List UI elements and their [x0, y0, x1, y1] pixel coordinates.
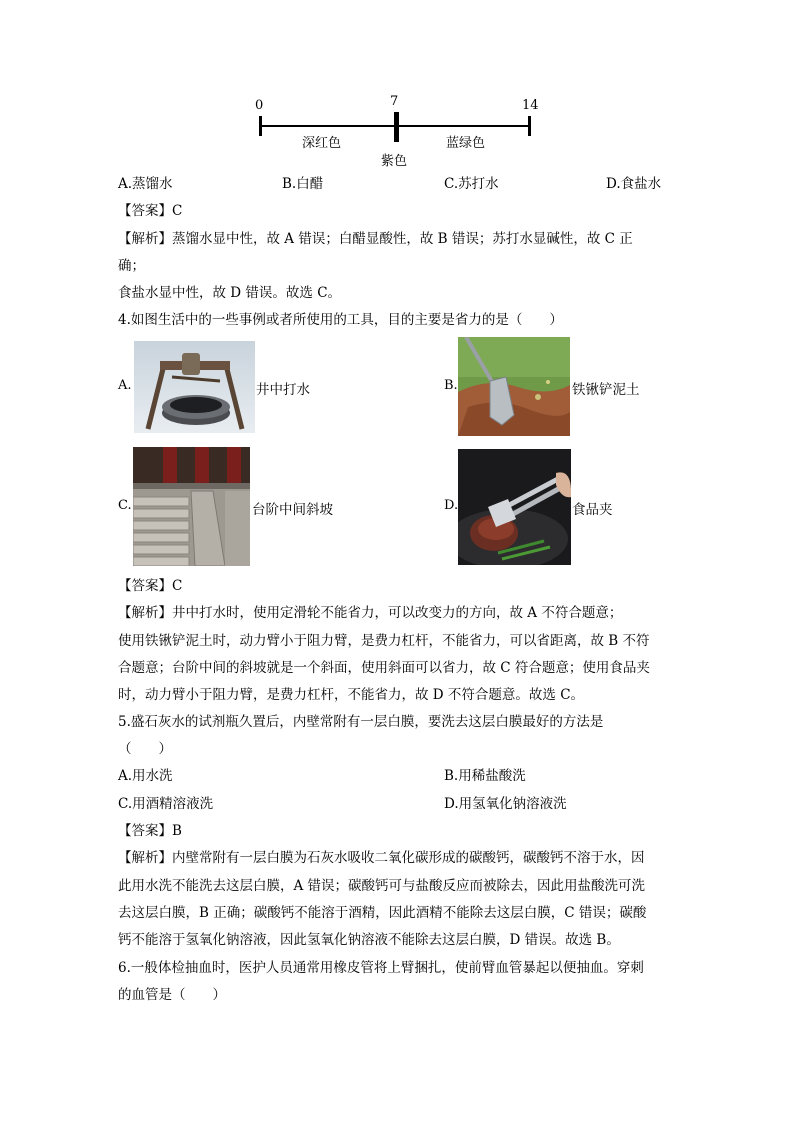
- well-photo: [134, 341, 255, 433]
- q4-option-d-caption: 食品夹: [572, 502, 613, 518]
- scale-label-middle: 紫色: [381, 154, 408, 169]
- q3-analysis-line-2: 确；: [118, 258, 145, 274]
- q5-analysis-line-4: 钙不能溶于氢氧化钠溶液，因此氢氧化钠溶液不能除去这层白膜，D 错误。故选 B。: [118, 932, 620, 948]
- q6-stem-line-2: 的血管是（ ）: [118, 987, 226, 1003]
- q5-answer: 【答案】B: [118, 823, 182, 839]
- q3-option-d: D.食盐水: [606, 176, 662, 192]
- scale-tick-0: 0: [255, 98, 264, 113]
- q4-answer: 【答案】C: [118, 578, 183, 594]
- q4-option-b-letter: B.: [444, 378, 458, 393]
- scale-tick-7: 7: [390, 94, 399, 109]
- q3-analysis-line-3: 食盐水显中性，故 D 错误。故选 C。: [118, 285, 342, 301]
- q5-option-d: D.用氢氧化钠溶液洗: [444, 796, 567, 812]
- q4-option-c-letter: C.: [118, 498, 132, 513]
- scale-middle-mark: [394, 112, 399, 142]
- scale-tick-14: 14: [522, 98, 539, 113]
- q4-stem: 4.如图生活中的一些事例或者所使用的工具，目的主要是省力的是（ ）: [118, 312, 563, 328]
- q5-option-b: B.用稀盐酸洗: [444, 768, 526, 784]
- shovel-photo: [458, 337, 570, 436]
- q6-stem-line-1: 6.一般体检抽血时，医护人员通常用橡皮管将上臂捆扎，使前臂血管暴起以便抽血。穿刺: [118, 960, 644, 976]
- scale-end-left: [259, 116, 262, 136]
- q5-stem: 5.盛石灰水的试剂瓶久置后，内壁常附有一层白膜，要洗去这层白膜最好的方法是: [118, 714, 604, 730]
- q4-option-d-letter: D.: [444, 498, 459, 513]
- q3-analysis-line-1: 【解析】蒸馏水显中性，故 A 错误；白醋显酸性，故 B 错误；苏打水显碱性，故 C 正: [118, 231, 633, 247]
- q3-answer: 【答案】C: [118, 203, 183, 219]
- q5-analysis-line-3: 去这层白膜，B 正确；碳酸钙不能溶于酒精，因此酒精不能除去这层白膜，C 错误；碳酸: [118, 905, 647, 921]
- scale-end-right: [528, 116, 531, 136]
- q4-analysis-line-3: 合题意；台阶中间的斜坡就是一个斜面，使用斜面可以省力，故 C 符合题意；使用食品夹: [118, 660, 650, 676]
- q3-option-c: C.苏打水: [444, 176, 499, 192]
- q3-option-a: A.蒸馏水: [118, 176, 173, 192]
- scale-label-right: 蓝绿色: [446, 136, 486, 151]
- q5-analysis-line-1: 【解析】内壁常附有一层白膜为石灰水吸收二氧化碳形成的碳酸钙，碳酸钙不溶于水，因: [118, 850, 645, 866]
- q5-option-a: A.用水洗: [118, 768, 173, 784]
- q5-stem-blank: （ ）: [118, 741, 172, 757]
- q5-analysis-line-2: 此用水洗不能洗去这层白膜，A 错误；碳酸钙可与盐酸反应而被除去，因此用盐酸洗可洗: [118, 878, 646, 894]
- q4-analysis-line-1: 【解析】井中打水时，使用定滑轮不能省力，可以改变力的方向，故 A 不符合题意；: [118, 605, 623, 621]
- q3-option-b: B.白醋: [282, 176, 324, 192]
- ph-scale-diagram: [240, 92, 550, 172]
- tongs-photo: [458, 449, 571, 565]
- q5-option-c: C.用酒精溶液洗: [118, 796, 214, 812]
- q4-analysis-line-2: 使用铁锹铲泥土时，动力臂小于阻力臂，是费力杠杆，不能省力，可以省距离，故 B 不符: [118, 633, 650, 649]
- q4-option-c-caption: 台阶中间斜坡: [252, 502, 333, 518]
- scale-label-left: 深红色: [302, 136, 342, 151]
- q4-analysis-line-4: 时，动力臂小于阻力臂，是费力杠杆，不能省力，故 D 不符合题意。故选 C。: [118, 687, 585, 703]
- q4-option-b-caption: 铁锹铲泥土: [572, 382, 640, 398]
- q4-option-a-letter: A.: [118, 378, 132, 393]
- stairs-photo: [133, 447, 250, 566]
- q4-option-a-caption: 井中打水: [256, 382, 310, 398]
